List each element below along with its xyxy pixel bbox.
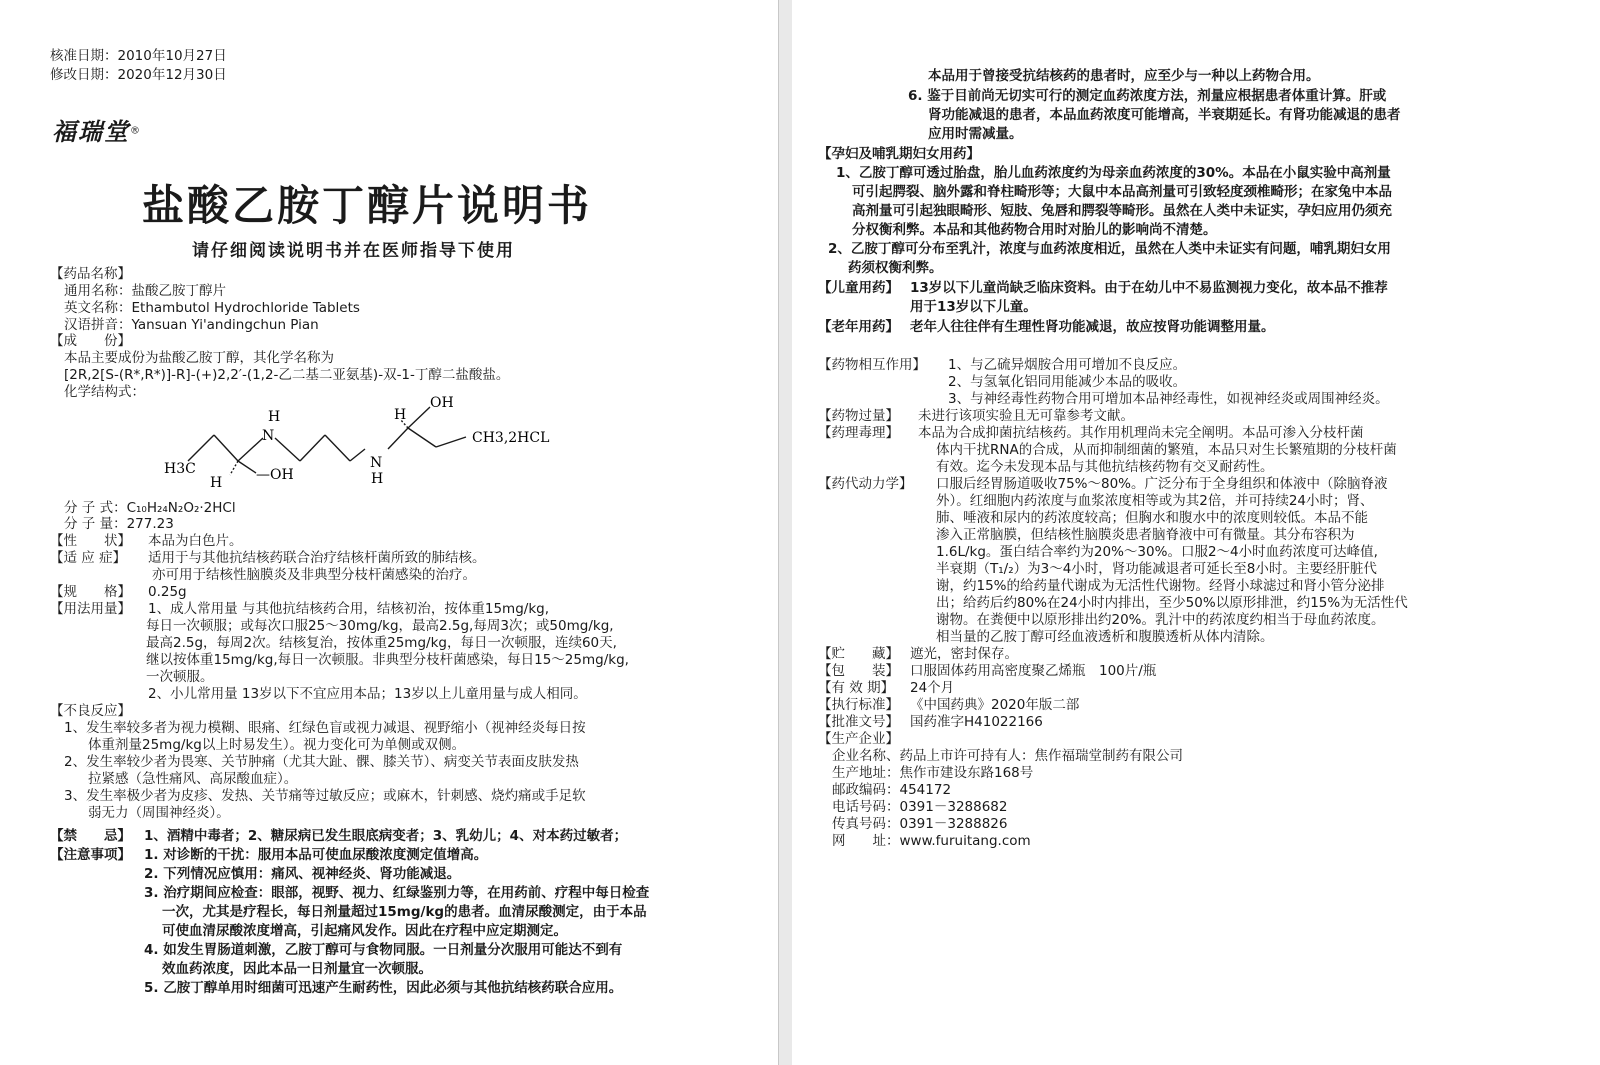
section-header-adverse: 【不良反应】 bbox=[50, 703, 131, 719]
revision-date: 修改日期：2020年12月30日 bbox=[50, 67, 227, 83]
interaction-line: 3、与神经毒性药物合用可增加本品神经毒性，如视神经炎或周围神经炎。 bbox=[948, 391, 1389, 407]
section-header-dosage: 【用法用量】 bbox=[50, 601, 131, 617]
section-header-composition: 【成 份】 bbox=[50, 333, 131, 349]
pk-line: 渗入正常脑膜，但结核性脑膜炎患者脑脊液中可有微量。其分布容积为 bbox=[936, 527, 1355, 543]
pk-line: 外）。红细胞内药浓度与血浆浓度相等或为其2倍，并可持续24小时；肾、 bbox=[936, 493, 1374, 509]
document-title: 盐酸乙胺丁醇片说明书 bbox=[142, 181, 593, 230]
standard-text: 《中国药典》2020年版二部 bbox=[910, 697, 1080, 713]
continuation-line: 本品用于曾接受抗结核药的患者时，应至少与一种以上药物合用。 bbox=[928, 68, 1320, 84]
precaution-line: 可使血清尿酸浓度增高，引起痛风发作。因此在疗程中应定期测定。 bbox=[162, 923, 567, 939]
manufacturer-address: 生产地址：焦作市建设东路168号 bbox=[832, 765, 1034, 781]
structure-bonds bbox=[188, 407, 466, 475]
pk-line: 半衰期（T₁/₂）为3～4小时，肾功能减退者可延长至8小时。主要经肝脏代 bbox=[936, 561, 1377, 577]
section-header-manufacturer: 【生产企业】 bbox=[818, 731, 899, 747]
logo-text: 福瑞堂 bbox=[52, 117, 130, 146]
elderly-text: 老年人往往伴有生理性肾功能减退，故应按肾功能调整用量。 bbox=[910, 319, 1275, 335]
section-header-character: 【性 状】 bbox=[50, 533, 131, 549]
children-line: 用于13岁以下儿童。 bbox=[910, 299, 1037, 315]
document-subtitle: 请仔细阅读说明书并在医师指导下使用 bbox=[192, 241, 515, 261]
pharmacology-line: 有效。迄今未发现本品与其他抗结核药物有交叉耐药性。 bbox=[936, 459, 1274, 475]
brand-logo bbox=[52, 112, 140, 147]
struct-n2: N bbox=[370, 455, 383, 471]
pk-line: 相当量的乙胺丁醇可经血液透析和腹膜透析从体内清除。 bbox=[936, 629, 1274, 645]
struct-oh-bottom: —OH bbox=[256, 467, 294, 483]
continuation-line: 应用时需减量。 bbox=[928, 126, 1023, 142]
struct-h-top2: H bbox=[394, 407, 407, 423]
section-header-spec: 【规 格】 bbox=[50, 584, 131, 600]
pk-line: 谢物。在粪便中以原形排出约20%。乳汁中的药浓度约相当于母血药浓度。 bbox=[936, 612, 1385, 628]
section-header-approval: 【批准文号】 bbox=[818, 714, 899, 730]
pk-line: 肺、唾液和尿内的药浓度较高；但胸水和腹水中的浓度则较低。本品不能 bbox=[936, 510, 1368, 526]
pk-line: 1.6L/kg。蛋白结合率约为20%～30%。口服2～4小时血药浓度可达峰值, bbox=[936, 544, 1378, 560]
adverse-line: 拉紧感（急性痛风、高尿酸血症）。 bbox=[88, 771, 298, 787]
english-name: 英文名称：Ethambutol Hydrochloride Tablets bbox=[64, 300, 360, 316]
pregnancy-line: 2、乙胺丁醇可分布至乳汁，浓度与血药浓度相近，虽然在人类中未证实有问题，哺乳期妇女用 bbox=[828, 241, 1391, 257]
section-header-storage: 【贮 藏】 bbox=[818, 646, 899, 662]
spec-text: 0.25g bbox=[148, 584, 187, 600]
manufacturer-website: 网 址：www.furuitang.com bbox=[832, 833, 1031, 849]
children-line: 13岁以下儿童尚缺乏临床资料。由于在幼儿中不易监测视力变化，故本品不推荐 bbox=[910, 280, 1388, 296]
dosage-line: 继以按体重15mg/kg,每日一次顿服。非典型分枝杆菌感染，每日15～25mg/kg, bbox=[146, 652, 629, 668]
indications-line: 适用于与其他抗结核药联合治疗结核杆菌所致的肺结核。 bbox=[148, 550, 486, 566]
molecular-weight: 分 子 量：277.23 bbox=[64, 516, 174, 532]
overdose-text: 未进行该项实验且无可靠参考文献。 bbox=[918, 408, 1134, 424]
section-header-pharmacokinetics: 【药代动力学】 bbox=[818, 476, 913, 492]
struct-h-top1: H bbox=[268, 409, 281, 425]
adverse-line: 3、发生率极少者为皮疹、发热、关节痛等过敏反应；或麻木，针刺感、烧灼痛或手足软 bbox=[64, 788, 586, 804]
left-page bbox=[0, 0, 778, 1065]
adverse-line: 体重剂量25mg/kg以上时易发生）。视力变化可为单侧或双侧。 bbox=[88, 737, 466, 753]
registered-mark: ® bbox=[130, 125, 140, 137]
section-header-indications: 【适 应 症】 bbox=[50, 550, 127, 566]
structure-label: 化学结构式： bbox=[64, 384, 145, 400]
contraindications-text: 1、酒精中毒者；2、糖尿病已发生眼底病变者；3、乳幼儿；4、对本药过敏者； bbox=[144, 828, 628, 844]
struct-ch3: CH3,2HCL bbox=[472, 430, 550, 446]
pregnancy-line: 高剂量可引起独眼畸形、短肢、兔唇和腭裂等畸形。虽然在人类中未证实，孕妇应用仍须充 bbox=[852, 203, 1392, 219]
continuation-line: 6. 鉴于目前尚无切实可行的测定血药浓度方法，剂量应根据患者体重计算。肝或 bbox=[908, 88, 1387, 104]
package-text: 口服固体药用高密度聚乙烯瓶 100片/瓶 bbox=[910, 663, 1157, 679]
storage-text: 遮光，密封保存。 bbox=[910, 646, 1018, 662]
approval-date: 核准日期：2010年10月27日 bbox=[50, 48, 227, 64]
struct-h3c: H3C bbox=[164, 461, 196, 477]
pk-line: 谢，约15%的给药量代谢成为无活性代谢物。经肾小球滤过和肾小管分泌排 bbox=[936, 578, 1385, 594]
precaution-line: 1. 对诊断的干扰：服用本品可使血尿酸浓度测定值增高。 bbox=[144, 847, 488, 863]
section-header-validity: 【有 效 期】 bbox=[818, 680, 895, 696]
section-header-package: 【包 装】 bbox=[818, 663, 899, 679]
section-header-drug-name: 【药品名称】 bbox=[50, 266, 131, 282]
interaction-line: 2、与氢氧化铝同用能减少本品的吸收。 bbox=[948, 374, 1187, 390]
dosage-line: 一次顿服。 bbox=[146, 669, 214, 685]
section-header-elderly: 【老年用药】 bbox=[818, 319, 899, 335]
approval-number: 国药准字H41022166 bbox=[910, 714, 1043, 730]
section-header-children: 【儿童用药】 bbox=[818, 280, 899, 296]
struct-h-bottom1: H bbox=[210, 475, 223, 491]
manufacturer-postcode: 邮政编码：454172 bbox=[832, 782, 952, 798]
section-header-precautions: 【注意事项】 bbox=[50, 847, 131, 863]
interaction-line: 1、与乙硫异烟胺合用可增加不良反应。 bbox=[948, 357, 1187, 373]
validity-text: 24个月 bbox=[910, 680, 955, 696]
indications-line: 亦可用于结核性脑膜炎及非典型分枝杆菌感染的治疗。 bbox=[152, 567, 476, 583]
section-header-interactions: 【药物相互作用】 bbox=[818, 357, 926, 373]
section-header-pregnancy: 【孕妇及哺乳期妇女用药】 bbox=[818, 146, 980, 162]
pk-line: 口服后经胃肠道吸收75%～80%。广泛分布于全身组织和体液中（除脑脊液 bbox=[936, 476, 1388, 492]
struct-h-bottom2: H bbox=[371, 471, 384, 487]
character-text: 本品为白色片。 bbox=[148, 533, 243, 549]
composition-line: 本品主要成份为盐酸乙胺丁醇，其化学名称为 bbox=[64, 350, 334, 366]
pk-line: 出；给药后约80%在24小时内排出，至少50%以原形排泄，约15%为无活性代 bbox=[936, 595, 1408, 611]
dosage-line: 1、成人常用量 与其他抗结核药合用，结核初治，按体重15mg/kg, bbox=[148, 601, 550, 617]
section-header-standard: 【执行标准】 bbox=[818, 697, 899, 713]
continuation-line: 肾功能减退的患者，本品血药浓度可能增高，半衰期延长。有肾功能减退的患者 bbox=[928, 107, 1401, 123]
precaution-line: 一次，尤其是疗程长，每日剂量超过15mg/kg的患者。血清尿酸测定，由于本品 bbox=[162, 904, 647, 920]
manufacturer-fax: 传真号码：0391－3288826 bbox=[832, 816, 1008, 832]
pharmacology-line: 本品为合成抑菌抗结核药。其作用机理尚未完全阐明。本品可渗入分枝杆菌 bbox=[918, 425, 1364, 441]
chemical-name: [2R,2[S-(R*,R*)]-R]-(+)2,2′-(1,2-乙二基二亚氨基)-双-1-丁醇二盐酸盐。 bbox=[64, 367, 510, 383]
molecular-formula: 分 子 式：C₁₀H₂₄N₂O₂·2HCl bbox=[64, 500, 236, 516]
chemical-structure bbox=[150, 395, 570, 495]
section-header-contraindications: 【禁 忌】 bbox=[50, 828, 131, 844]
section-header-overdose: 【药物过量】 bbox=[818, 408, 899, 424]
adverse-line: 弱无力（周围神经炎）。 bbox=[88, 805, 230, 821]
pharmacology-line: 体内干扰RNA的合成，从而抑制细菌的繁殖，本品只对生长繁殖期的分枝杆菌 bbox=[936, 442, 1397, 458]
dosage-line: 每日一次顿服；或每次口服25～30mg/kg，最高2.5g,每周3次；或50mg/kg, bbox=[146, 618, 614, 634]
precaution-line: 5. 乙胺丁醇单用时细菌可迅速产生耐药性，因此必须与其他抗结核药联合应用。 bbox=[144, 980, 623, 996]
precaution-line: 4. 如发生胃肠道刺激，乙胺丁醇可与食物同服。一日剂量分次服用可能达不到有 bbox=[144, 942, 623, 958]
right-page bbox=[792, 0, 1600, 1065]
adverse-line: 2、发生率较少者为畏寒、关节肿痛（尤其大趾、髁、膝关节）、病变关节表面皮肤发热 bbox=[64, 754, 579, 770]
pregnancy-line: 可引起腭裂、脑外露和脊柱畸形等；大鼠中本品高剂量可引致轻度颈椎畸形；在家兔中本品 bbox=[852, 184, 1392, 200]
precaution-line: 效血药浓度，因此本品一日剂量宜一次顿服。 bbox=[162, 961, 432, 977]
precaution-line: 3. 治疗期间应检查：眼部，视野、视力、红绿鉴别力等，在用药前、疗程中每日检查 bbox=[144, 885, 650, 901]
struct-n1: N bbox=[262, 428, 275, 444]
pregnancy-line: 1、乙胺丁醇可透过胎盘，胎儿血药浓度约为母亲血药浓度的30%。本品在小鼠实验中高剂量 bbox=[836, 165, 1391, 181]
manufacturer-name: 企业名称、药品上市许可持有人：焦作福瑞堂制药有限公司 bbox=[832, 748, 1183, 764]
manufacturer-phone: 电话号码：0391－3288682 bbox=[832, 799, 1008, 815]
adverse-line: 1、发生率较多者为视力模糊、眼痛、红绿色盲或视力减退、视野缩小（视神经炎每日按 bbox=[64, 720, 586, 736]
dosage-line: 最高2.5g，每周2次。结核复治，按体重25mg/kg，每日一次顿服，连续60天, bbox=[146, 635, 617, 651]
pinyin-name: 汉语拼音：Yansuan Yi'andingchun Pian bbox=[64, 317, 319, 333]
precaution-line: 2. 下列情况应慎用：痛风、视神经炎、肾功能减退。 bbox=[144, 866, 461, 882]
pregnancy-line: 分权衡利弊。本品和其他药物合用时对胎儿的影响尚不清楚。 bbox=[852, 222, 1217, 238]
section-header-pharmacology: 【药理毒理】 bbox=[818, 425, 899, 441]
struct-oh-top: OH bbox=[430, 395, 454, 411]
generic-name: 通用名称：盐酸乙胺丁醇片 bbox=[64, 283, 226, 299]
dosage-child: 2、小儿常用量 13岁以下不宜应用本品；13岁以上儿童用量与成人相同。 bbox=[148, 686, 587, 702]
pregnancy-line: 药须权衡利弊。 bbox=[848, 260, 943, 276]
